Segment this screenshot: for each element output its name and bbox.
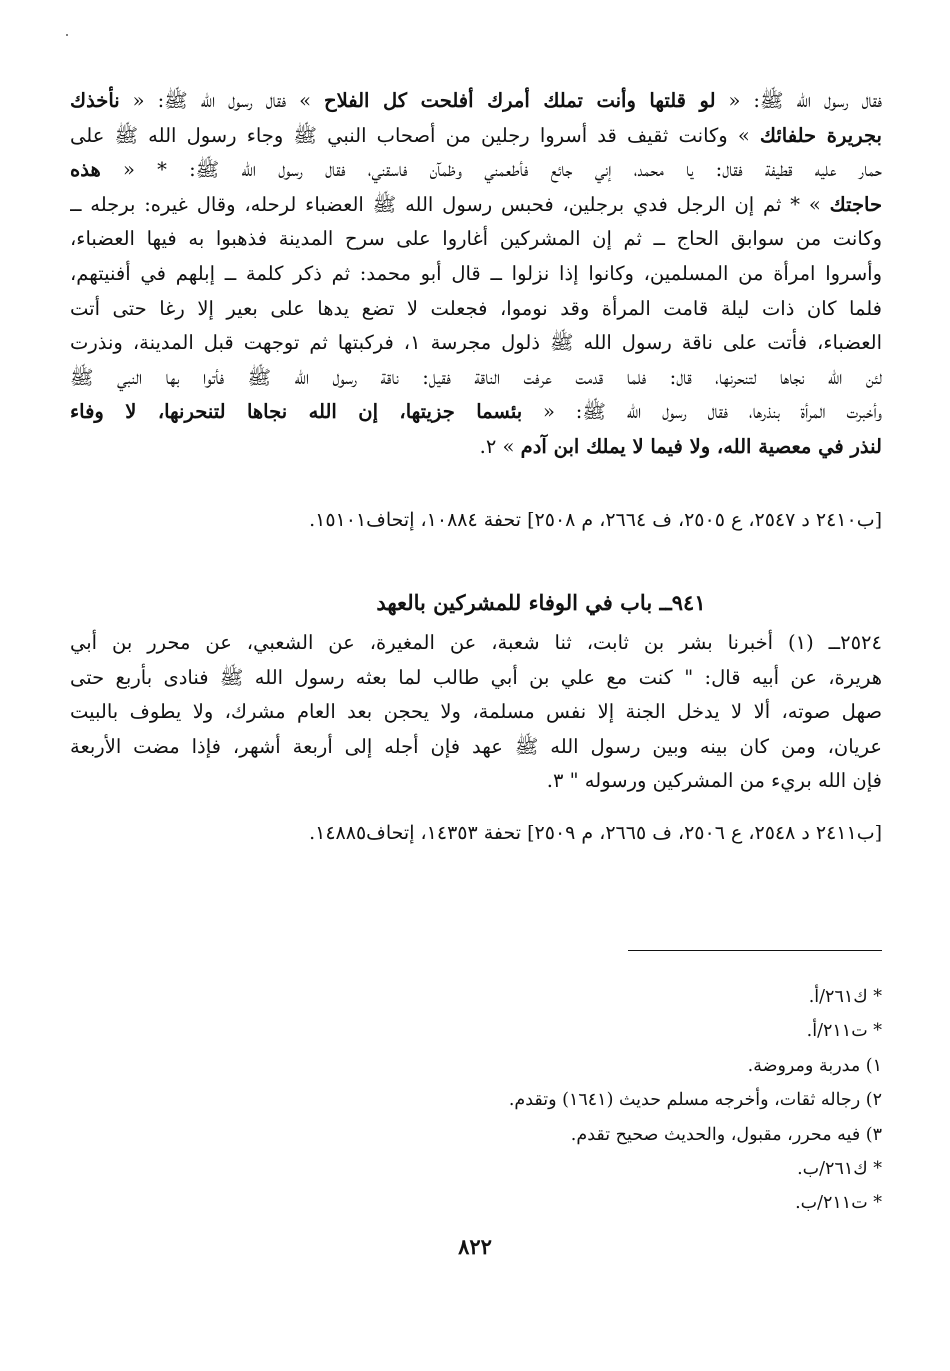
scan-speck (66, 34, 68, 36)
text-segment: فإن الله بريء من المشركين ورسوله " ٣. (546, 769, 882, 793)
text-segment: عريان، ومن كان بينه وبين رسول الله ﷺ عهد فإن أجله إلى أربعة أشهر، فإذا مضت الأربعة (70, 734, 882, 758)
text-line (70, 222, 882, 257)
reference-line-1: [ب٢٤١٠ د ٢٥٤٧، ع ٢٥٠٥، ف ٢٦٦٤، م ٢٥٠٨] تحفة ١٠٨٨٤، إتحاف١٥١٠١. (309, 509, 882, 531)
footnote: ١) مدربة ومروضة. (747, 1055, 882, 1076)
text-line (70, 626, 882, 661)
hadith-paragraph-2 (70, 626, 882, 799)
text-line (70, 257, 882, 292)
text-line (70, 188, 882, 223)
hadith-paragraph-1 (70, 84, 882, 465)
text-segment: بجريرة حلفائك (759, 123, 882, 147)
text-segment: فلما كان ذات ليلة قامت المرأة وقد نوموا، فجعلت لا تضع يدها على بعير إلا رغا حتى أتت (70, 296, 882, 320)
footnote: * ك٢٦١/ب. (797, 1158, 882, 1179)
text-segment: حاجتك (829, 192, 882, 216)
text-segment: لو قلتها وأنت تملك أمرك أفلحت كل الفلاح (324, 89, 716, 112)
text-segment: وكانت من سوابق الحاج ــ ثم إن المشركين أغاروا على سرح المدينة فذهبوا به فيها العضباء، (70, 227, 882, 251)
footnote: ٢) رجاله ثقات، وأخرجه مسلم حديث (١٦٤١) وتقدم. (508, 1090, 882, 1111)
text-line (70, 661, 882, 696)
text-segment: ٢٥٢٤ــ (١) أخبرنا بشر بن ثابت، ثنا شعبة، عن المغيرة، عن الشعبي، عن محرر بن أبي (70, 631, 882, 654)
text-segment: حمار عليه قطيفة فقال: يا محمد، إني جائع فأطعمني وظمآن فاسقني، فقال رسول الله ﷺ: * « (100, 158, 882, 182)
text-segment: » وكانت ثقيف قد أسروا رجلين من أصحاب النبي ﷺ وجاء رسول الله ﷺ على (70, 123, 760, 147)
text-line (70, 395, 882, 430)
text-segment: وأخبرت المرأة بنذرها، فقال رسول الله ﷺ: « (522, 400, 882, 424)
text-segment: » فقال رسول الله ﷺ: « (119, 89, 325, 112)
footnote: * ت٢١١/ب. (795, 1193, 882, 1214)
reference-line-2: [ب٢٤١١ د ٢٥٤٨، ع ٢٥٠٦، ف ٢٦٦٥، م ٢٥٠٩] تحفة ١٤٣٥٣، إتحاف١٤٨٨٥. (309, 822, 882, 844)
text-segment: لئن الله نجاها لتنحرنها، قال: فلما قدمت عرفت الناقة فقيل: ناقة رسول الله ﷺ فأتوا بها النبي ﷺ (70, 365, 882, 389)
text-segment: هريرة، عن أبيه قال: " كنت مع علي بن أبي طالب لما بعثه رسول الله ﷺ فنادى بأربع حتى (70, 665, 882, 689)
text-segment: صهل صوته، ألا لا يدخل الجنة إلا نفس مسلمة، ولا يحجن بعد العام مشرك، ولا يطوف بالبيت (70, 700, 882, 724)
text-line (70, 695, 882, 730)
footnote-separator (628, 950, 882, 951)
text-line (70, 84, 882, 119)
footnote: * ك٢٦١/أ. (808, 987, 882, 1007)
text-segment: لنذر في معصية الله، ولا فيما لا يملك ابن آدم (520, 434, 882, 458)
text-line (70, 292, 882, 327)
text-segment: » ٢. (479, 434, 521, 458)
footnote: ٣) فيه محرر، مقبول، والحديث صحيح تقدم. (570, 1124, 882, 1145)
page-number: ٨٢٢ (458, 1234, 492, 1259)
text-segment: وأسروا امرأة من المسلمين، وكانوا إذا نزلوا ــ قال أبو محمد: ثم ذكر كلمة ــ إبلهم في أفنيتهم، (70, 261, 882, 285)
text-line (70, 730, 882, 765)
text-segment: فقال رسول الله ﷺ: « (715, 89, 882, 112)
footnotes (300, 980, 882, 1221)
text-segment: » * ثم إن الرجل فدي برجلين، فحبس رسول الله ﷺ العضباء لرحله، وقال غيره: برجله ــ (70, 192, 830, 216)
text-line (70, 153, 882, 188)
text-segment: نأخذك (70, 89, 120, 112)
text-line (70, 326, 882, 361)
chapter-heading: ٩٤١ــ باب في الوفاء للمشركين بالعهد (376, 590, 706, 615)
text-line (70, 764, 882, 799)
text-line (70, 119, 882, 154)
text-line (70, 361, 882, 396)
text-segment: هذه (70, 158, 101, 182)
text-line (70, 430, 882, 465)
footnote: * ت٢١١/أ. (806, 1021, 882, 1042)
text-segment: العضباء، فأتت على ناقة رسول الله ﷺ ذلول مجرسة ١، فركبتها ثم توجهت قبل المدينة، ونذرت (70, 331, 882, 355)
text-segment: بئسما جزيتها، إن الله نجاها لتنحرنها، لا وفاء (70, 400, 523, 424)
